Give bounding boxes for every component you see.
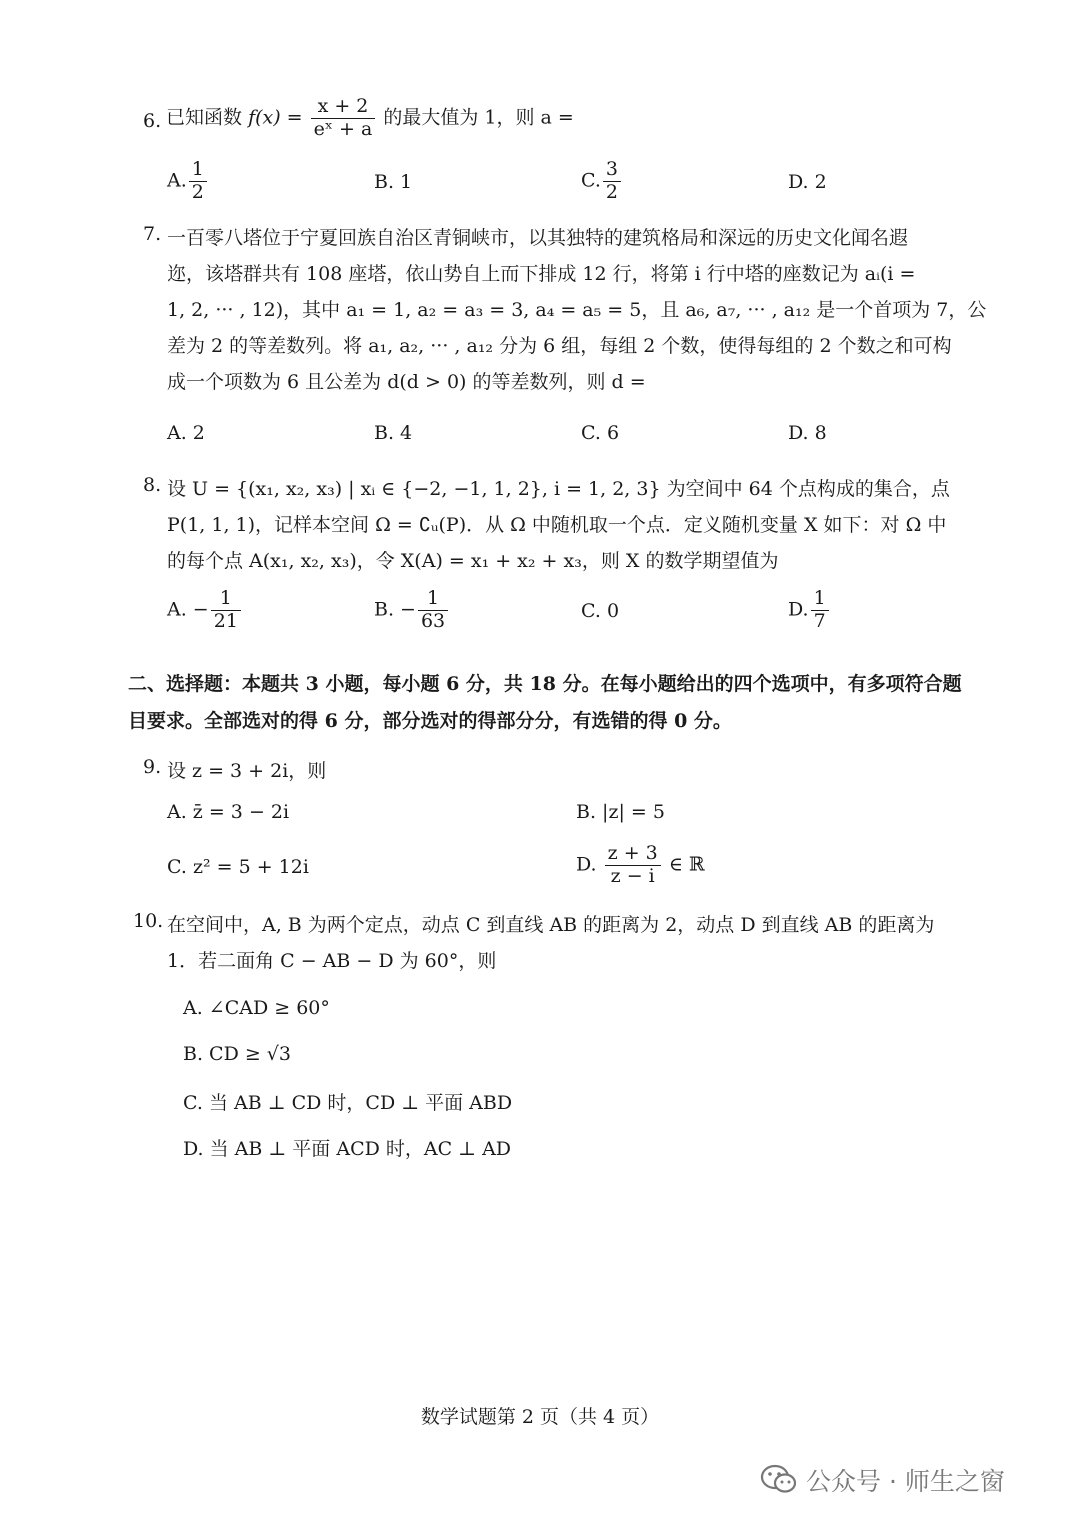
option-b: B. − $\frac{1}{63}$ <box>374 588 450 633</box>
question-line: 一百零八塔位于宁夏回族自治区青铜峡市，以其独特的建筑格局和深远的历史文化闻名遐 <box>167 227 909 249</box>
option-a: A. $\frac{1}{2}$ <box>167 159 209 204</box>
question-number: 6. <box>143 110 162 132</box>
option-c: C. 当 AB ⊥ CD 时，CD ⊥ 平面 ABD <box>183 1092 513 1114</box>
function-expression: f(x) = <box>248 106 303 129</box>
option-d: D. 当 AB ⊥ 平面 ACD 时，AC ⊥ AD <box>183 1138 512 1160</box>
watermark <box>760 1462 1005 1498</box>
option-a: A. 2 <box>167 422 205 444</box>
option-b: B. CD ≥ √3 <box>183 1043 292 1065</box>
question-line: 1, 2, ··· , 12)，其中 a₁ = 1, a₂ = a₃ = 3, a₄ = a₅ = 5，且 a₆, a₇, ··· , a₁₂ 是一个首项为 7，公 <box>167 299 987 321</box>
option-c: C. z² = 5 + 12i <box>167 856 309 878</box>
option-b: B. 4 <box>374 422 413 444</box>
question-line: P(1, 1, 1)，记样本空间 Ω = ∁ᵤ(P)．从 Ω 中随机取一个点．定义随机变量 X 如下：对 Ω 中 <box>167 514 947 536</box>
option-c: C. 6 <box>581 422 620 444</box>
option-a: A. z̄ = 3 − 2i <box>167 801 290 823</box>
option-b: B. |z| = 5 <box>576 801 665 823</box>
question-line: 1．若二面角 C − AB − D 为 60°，则 <box>167 950 497 972</box>
question-line: 差为 2 的等差数列。将 a₁, a₂, ··· , a₁₂ 分为 6 组，每组 2 个数，使得每组的 2 个数之和可构 <box>167 335 952 357</box>
section-heading: 二、选择题：本题共 3 小题，每小题 6 分，共 18 分。在每小题给出的四个选项中，有多项符合题 <box>128 673 962 695</box>
question-number: 9. <box>143 756 162 778</box>
option-d: D. $\frac{z + 3}{z - i}$ ∈ ℝ <box>576 842 705 887</box>
question-stem: 设 z = 3 + 2i，则 <box>167 760 327 782</box>
page-footer: 数学试题第 2 页（共 4 页） <box>420 1406 660 1428</box>
option-c: C. $\frac{3}{2}$ <box>581 159 623 204</box>
option-a: A. ∠CAD ≥ 60° <box>183 997 330 1019</box>
option-b: B. 1 <box>374 171 413 193</box>
question-line: 设 U = {(x₁, x₂, x₃) | xᵢ ∈ {−2, −1, 1, 2}, i = 1, 2, 3} 为空间中 64 个点构成的集合，点 <box>167 478 950 500</box>
question-line: 成一个项数为 6 且公差为 d(d > 0) 的等差数列，则 d = <box>167 371 646 393</box>
option-d: D. 8 <box>788 422 827 444</box>
option-a: A. − $\frac{1}{21}$ <box>167 588 243 633</box>
question-stem: 已知函数 f(x) = $\frac{x + 2}{\text{eˣ + a}}$ 的最大值为 1，则 a = <box>166 95 574 140</box>
option-d: D. 2 <box>788 171 827 193</box>
question-number: 8. <box>143 474 162 496</box>
wechat-icon <box>760 1463 798 1497</box>
option-d: D. $\frac{1}{7}$ <box>788 588 831 633</box>
question-line: 的每个点 A(x₁, x₂, x₃)，令 X(A) = x₁ + x₂ + x₃，则 X 的数学期望值为 <box>167 550 779 572</box>
watermark-text: 公众号 · 师生之窗 <box>806 1467 1005 1496</box>
question-number: 10. <box>133 910 164 932</box>
option-c: C. 0 <box>581 600 620 622</box>
fraction: $\frac{x + 2}{\text{eˣ + a}}$ <box>311 96 376 141</box>
question-number: 7. <box>143 223 162 245</box>
question-line: 迩，该塔群共有 108 座塔，依山势自上而下排成 12 行，将第 i 行中塔的座数记为 aᵢ(i = <box>167 263 916 285</box>
question-line: 在空间中，A, B 为两个定点，动点 C 到直线 AB 的距离为 2，动点 D 到直线 AB 的距离为 <box>167 914 935 936</box>
section-heading: 目要求。全部选对的得 6 分，部分选对的得部分分，有选错的得 0 分。 <box>128 710 732 732</box>
